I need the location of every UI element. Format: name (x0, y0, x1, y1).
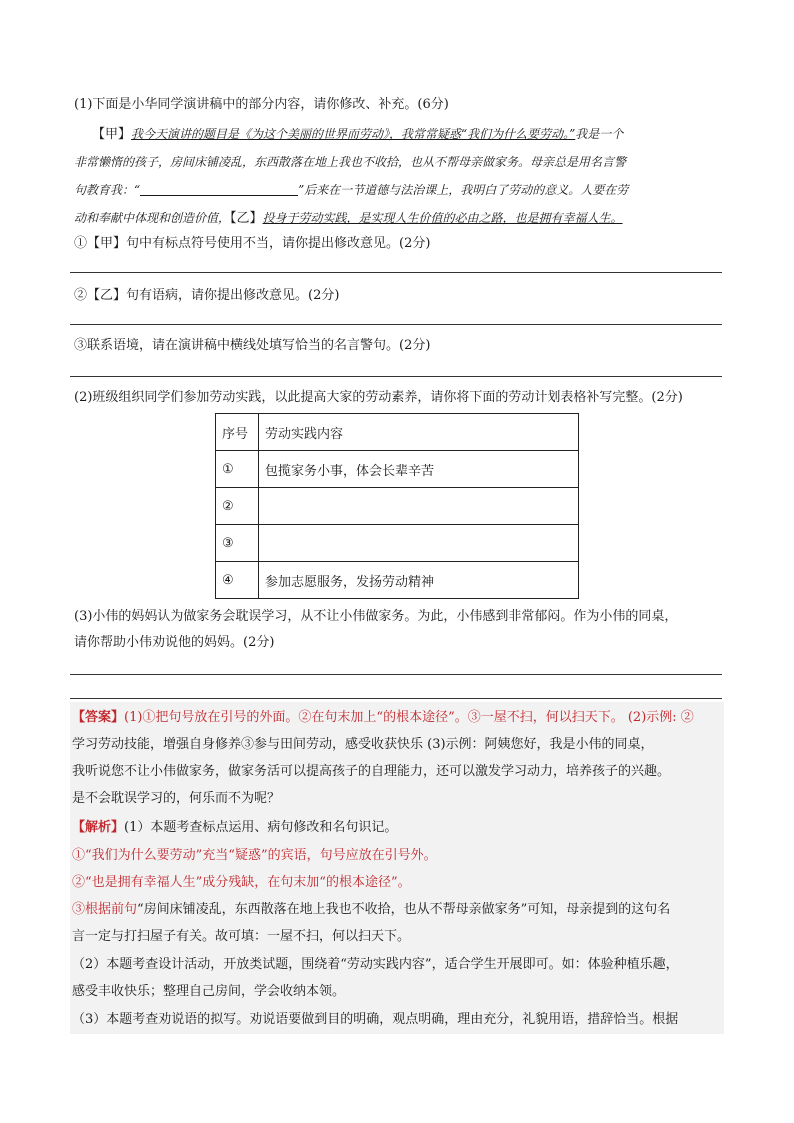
table-row (216, 488, 579, 525)
q1-intro: (1)下面是小华同学演讲稿中的部分内容，请你修改、补充。(6分) (74, 97, 449, 112)
table-cell-blank[interactable] (259, 525, 579, 562)
analysis-line-5: 言一定与打扫屋子有关。故可填：一屋不扫，何以扫天下。 (72, 929, 411, 944)
table-cell-blank[interactable] (259, 488, 579, 525)
analysis-text: ③根据前句 (72, 902, 138, 917)
analysis-line-4 (72, 900, 670, 920)
table-cell: ③ (216, 525, 259, 562)
analysis-line-8: （3）本题考查劝说语的拟写。劝说语要做到目的明确，观点明确，理由充分，礼貌用语，措辞恰当。根据 (72, 1012, 679, 1027)
answer-line-3: 我听说您不让小伟做家务，做家务活可以提高孩子的自理能力，还可以激发学习动力，培养孩子的兴趣。 (72, 764, 671, 779)
table-cell: ② (216, 488, 259, 525)
table-header: 序号 (216, 414, 259, 451)
q3-line-2: 请你帮助小伟劝说他的妈妈。(2分) (74, 635, 275, 650)
passage-text: ”后来在一节道德与法治课上，我明白了劳动的意义。人要在劳 (298, 183, 629, 197)
q2-intro: (2)班级组织同学们参加劳动实践，以此提高大家的劳动素养，请你将下面的劳动计划表格补写完整。(2分) (74, 390, 683, 405)
passage-line-2: 非常懒惰的孩子，房间床铺凌乱，东西散落在地上我也不收拾，也从不帮母亲做家务。母亲总是用名言警 (74, 155, 627, 169)
passage-line-3 (74, 180, 628, 200)
answer-line-4: 是不会耽误学习的，何乐而不为呢？ (72, 791, 281, 806)
q1-sub1: ①【甲】句中有标点符号使用不当，请你提出修改意见。(2分) (74, 236, 431, 251)
answer-label: 【答案】 (72, 710, 125, 725)
table-header-row (216, 414, 579, 451)
fill-in-blank[interactable] (140, 181, 298, 196)
passage-jia-sentence: 我今天演讲的题目是《为这个美丽的世界而劳动》，我常常疑惑“我们为什么要劳动。” (131, 127, 576, 141)
table-header: 劳动实践内容 (259, 414, 579, 451)
analysis-line-7: 感受丰收快乐；整理自己房间，学会收纳本领。 (72, 984, 346, 999)
analysis-text: (1）本题考查标点运用、病句修改和名句识记。 (124, 820, 398, 835)
passage-line-1 (92, 124, 623, 145)
answer-text: (1)①把句号放在引号的外面。②在句末加上“的根本途径”。③一屋不扫，何以扫天下。 (2)示例: ② (124, 710, 694, 725)
table-row (216, 562, 579, 599)
answer-line-1 (72, 708, 694, 728)
answer-line[interactable] (70, 376, 722, 377)
table-cell: ④ (216, 562, 259, 599)
passage-line-4 (74, 208, 623, 229)
q1-sub3: ③联系语境，请在演讲稿中横线处填写恰当的名言警句。(2分) (74, 338, 431, 353)
table-cell: 包揽家务小事，体会长辈辛苦 (259, 451, 579, 488)
q1-sub2: ②【乙】句有语病，请你提出修改意见。(2分) (74, 288, 340, 303)
labor-plan-table (215, 413, 579, 599)
passage-text: 动和奉献中体现和创造价值， (74, 211, 231, 225)
analysis-line-2: ①“我们为什么要劳动”充当“疑惑”的宾语，句号应放在引号外。 (72, 848, 437, 863)
table-cell: ① (216, 451, 259, 488)
analysis-label: 【解析】 (72, 820, 125, 835)
passage-mark-yi: 【乙】 (230, 211, 263, 226)
passage-yi-sentence: 投身于劳动实践，是实现人生价值的必由之路，也是拥有幸福人生。 (262, 211, 623, 225)
answer-line[interactable] (70, 698, 722, 699)
table-cell: 参加志愿服务，发扬劳动精神 (259, 562, 579, 599)
analysis-line-1 (72, 818, 397, 838)
passage-text: 我是一个 (575, 127, 624, 141)
answer-line[interactable] (70, 324, 722, 325)
q3-line-1: (3)小伟的妈妈认为做家务会耽误学习，从不让小伟做家务。为此，小伟感到非常郁闷。作为小伟的同桌， (74, 609, 678, 624)
passage-mark-jia: 【甲】 (92, 127, 132, 142)
analysis-line-3: ②“也是拥有幸福人生”成分残缺，在句末加“的根本途径”。 (72, 875, 411, 890)
table-row (216, 525, 579, 562)
table-row (216, 451, 579, 488)
analysis-line-6: （2）本题考查设计活动，开放类试题，围绕着“劳动实践内容”，适合学生开展即可。如：体验种植乐趣， (72, 957, 679, 972)
analysis-text: “房间床铺凌乱，东西散落在地上我也不收拾，也从不帮母亲做家务”可知，母亲提到的这句名 (137, 902, 671, 917)
answer-line[interactable] (70, 674, 722, 675)
answer-line-2: 学习劳动技能，增强自身修养③参与田间劳动，感受收获快乐 (3)示例：阿姨您好，我是小伟的同桌， (72, 737, 654, 752)
passage-text: 句教育我：“ (74, 183, 141, 197)
answer-line[interactable] (70, 272, 722, 273)
